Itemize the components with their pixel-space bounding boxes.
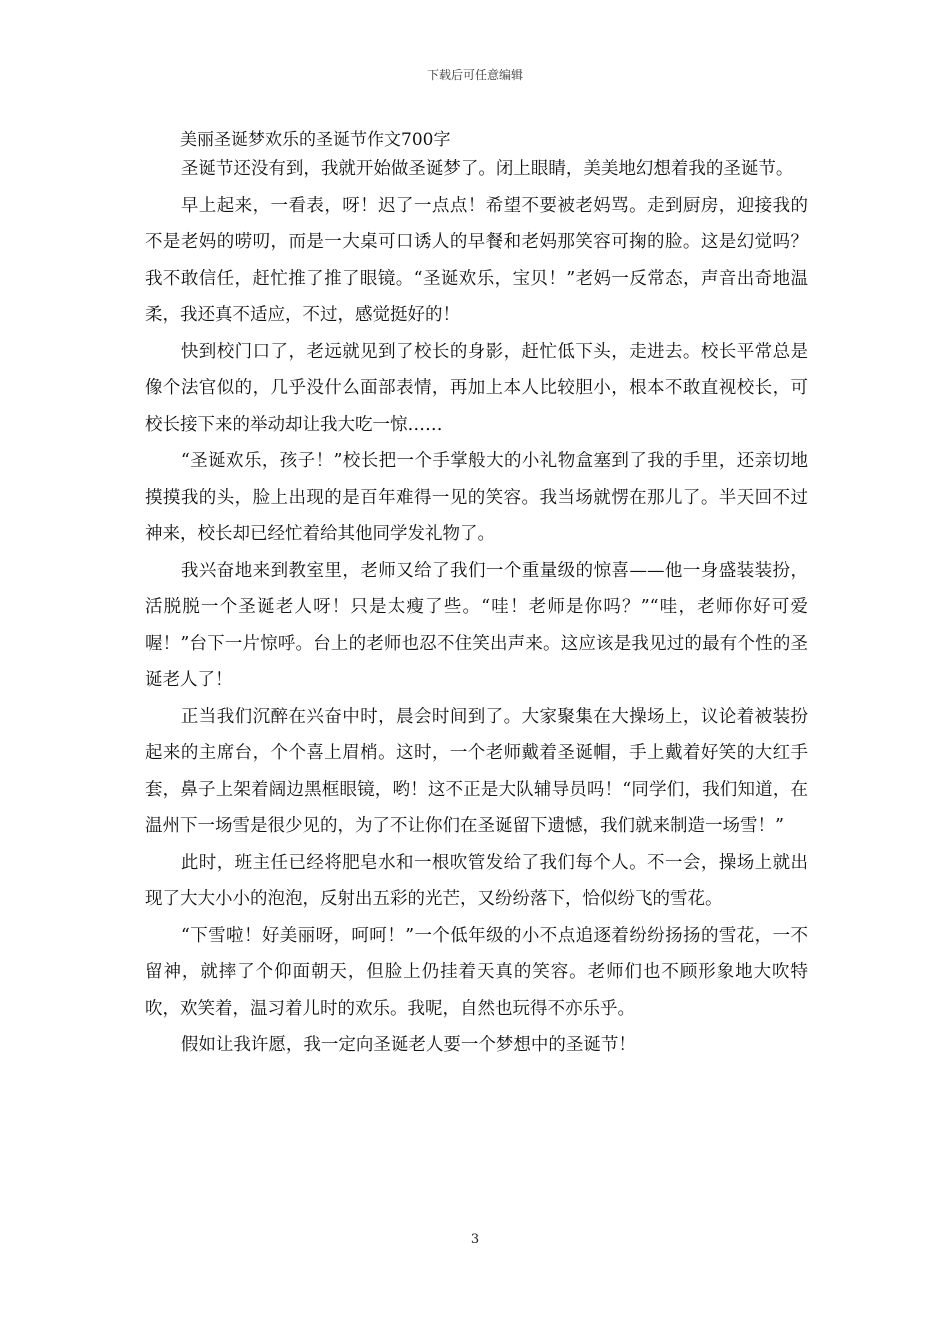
paragraph: 快到校门口了，老远就见到了校长的身影，赶忙低下头，走进去。校长平常总是像个法官似的，几乎没什么面部表情，再加上本人比较胆小，根本不敢直视校长，可校长接下来的举动却让我大吃一惊…… bbox=[145, 341, 808, 435]
page-number: 3 bbox=[470, 1232, 480, 1247]
paragraph: “圣诞欢乐，孩子！”校长把一个手掌般大的小礼物盒塞到了我的手里，还亲切地摸摸我的头，脸上出现的是百年难得一见的笑容。我当场就愣在那儿了。半天回不过神来，校长却已经忙着给其他同学发礼物了。 bbox=[145, 451, 808, 544]
document-title: 美丽圣诞梦欢乐的圣诞节作文700字 bbox=[180, 130, 451, 150]
document-body bbox=[145, 151, 808, 1064]
paragraph: 此时，班主任已经将肥皂水和一根吹管发给了我们每个人。不一会，操场上就出现了大大小小的泡泡，反射出五彩的光芒，又纷纷落下，恰似纷飞的雪花。 bbox=[145, 852, 808, 909]
paragraph: 正当我们沉醉在兴奋中时，晨会时间到了。大家聚集在大操场上，议论着被装扮起来的主席台，个个喜上眉梢。这时，一个老师戴着圣诞帽，手上戴着好笑的大红手套，鼻子上架着阔边黑框眼镜，哟！这不正是大队辅导员吗！“同学们，我们知道，在温州下一场雪是很少见的，为了不让你们在圣诞留下遗憾，我们就来制造一场雪！” bbox=[145, 706, 808, 836]
page-header: 下载后可任意编辑 bbox=[426, 68, 523, 82]
paragraph: 圣诞节还没有到，我就开始做圣诞梦了。闭上眼睛，美美地幻想着我的圣诞节。 bbox=[180, 159, 794, 179]
paragraph: 早上起来，一看表，呀！迟了一点点！希望不要被老妈骂。走到厨房，迎接我的不是老妈的唠叨，而是一大桌可口诱人的早餐和老妈那笑容可掬的脸。这是幻觉吗？我不敢信任，赶忙推了推了眼镜。“圣诞欢乐，宝贝！”老妈一反常态，声音出奇地温柔，我还真不适应，不过，感觉挺好的！ bbox=[145, 195, 808, 325]
paragraph: 假如让我许愿，我一定向圣诞老人要一个梦想中的圣诞节！ bbox=[180, 1035, 636, 1055]
paragraph: “下雪啦！好美丽呀，呵呵！”一个低年级的小不点追逐着纷纷扬扬的雪花，一不留神，就摔了个仰面朝天，但脸上仍挂着天真的笑容。老师们也不顾形象地大吹特吹，欢笑着，温习着儿时的欢乐。我呢，自然也玩得不亦乐乎。 bbox=[145, 925, 808, 1019]
paragraph: 我兴奋地来到教室里，老师又给了我们一个重量级的惊喜——他一身盛装装扮，活脱脱一个圣诞老人呀！只是太瘦了些。“哇！老师是你吗？”“哇，老师你好可爱喔！”台下一片惊呼。台上的老师也忍不住笑出声来。这应该是我见过的最有个性的圣诞老人了！ bbox=[145, 560, 808, 690]
